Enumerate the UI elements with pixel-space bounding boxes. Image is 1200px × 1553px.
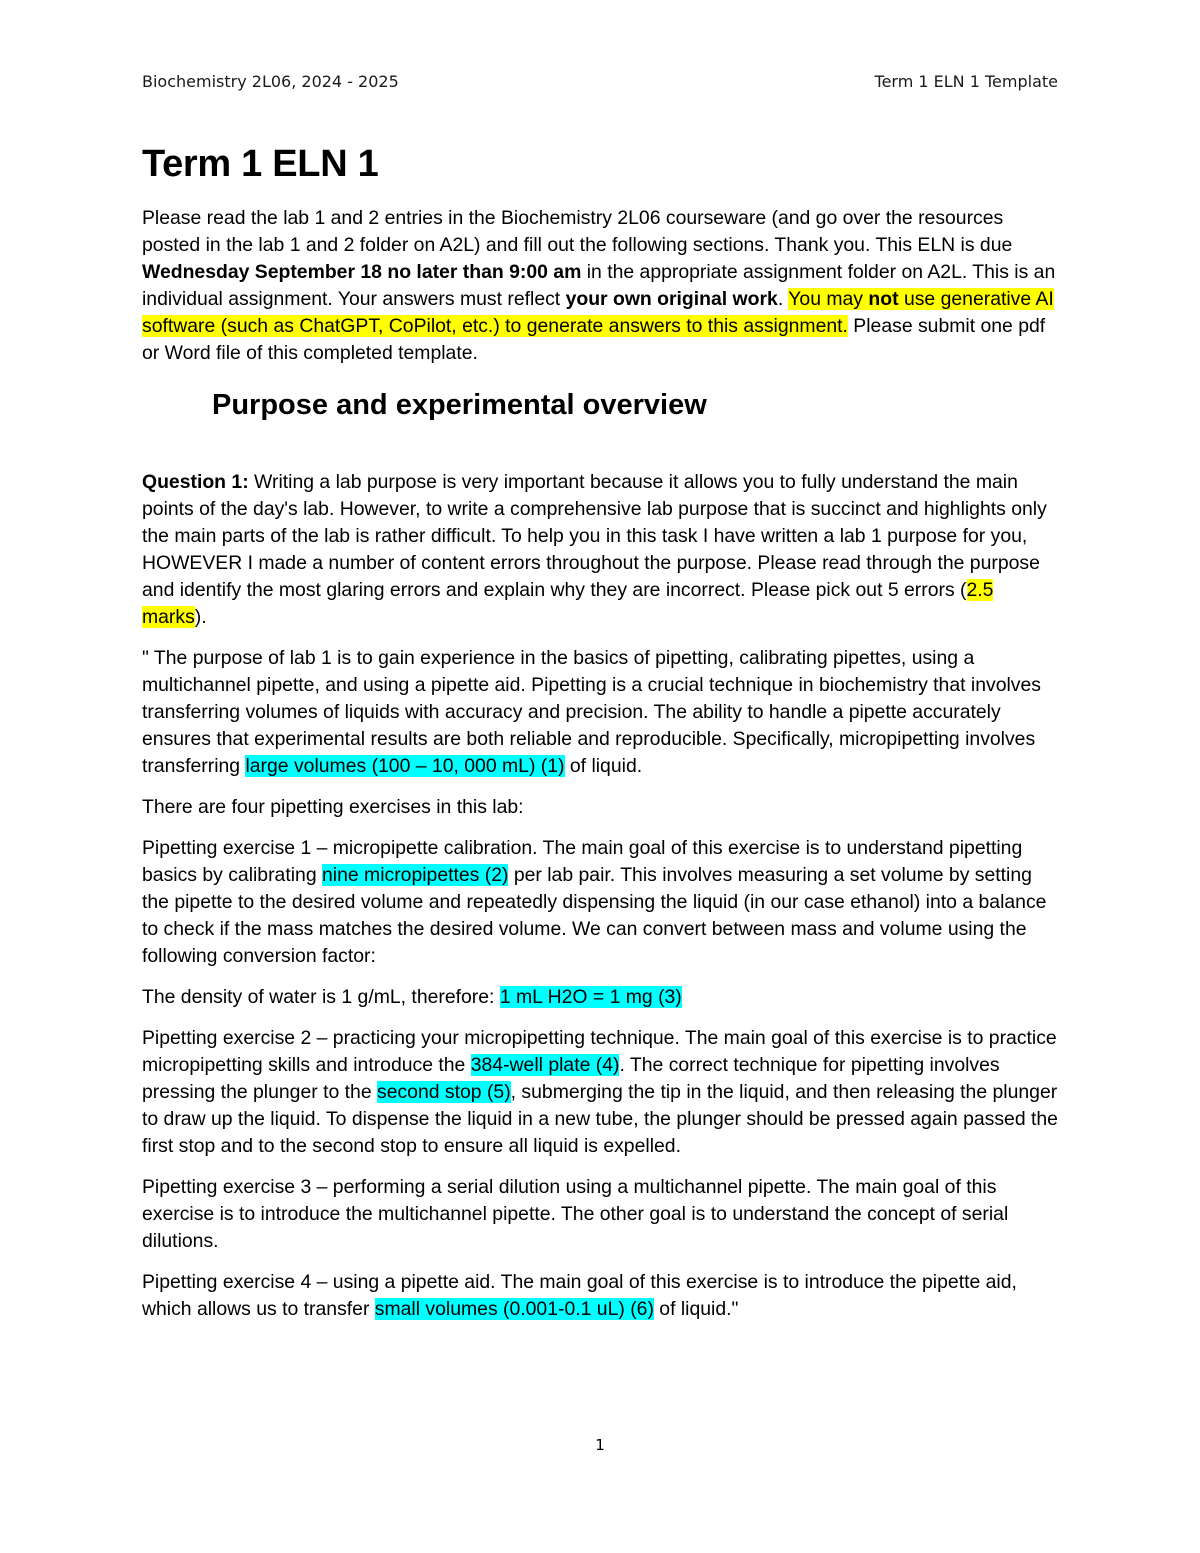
error-highlight-3: 1 mL H2O = 1 mg (3): [499, 986, 682, 1008]
exercise-text: Pipetting exercise 1 – micropipette calibration. The main goal of this exercise is to understand pipetting basics by calibrating: [142, 837, 1023, 886]
exercise-3: Pipetting exercise 3 – performing a serial dilution using a multichannel pipette. The main goal of this exercise is to introduce the multichannel pipette. The other goal is to understand the concept of serial dilutions.: [142, 1176, 1009, 1252]
intro-text: Please submit one pdf or Word file of this completed template.: [142, 315, 1046, 364]
error-highlight-5: second stop (5): [377, 1081, 511, 1103]
ai-policy-text: You may: [788, 288, 869, 310]
question-text-end: ).: [194, 606, 207, 628]
due-date: Wednesday September 18 no later than 9:00 am: [142, 261, 582, 283]
exercises-intro: There are four pipetting exercises in this lab:: [142, 796, 524, 818]
header-template-name: Term 1 ELN 1 Template: [874, 72, 1058, 91]
exercise-1: [142, 835, 1062, 970]
intro-text: .: [777, 288, 789, 310]
own-work-emphasis: your own original work: [565, 288, 778, 310]
intro-paragraph: [142, 205, 1062, 367]
question-label: Question 1:: [142, 471, 249, 493]
exercise-text: Pipetting exercise 2 – practicing your micropipetting technique. The main goal of this exercise is to practice micropipetting skills and introduce the: [142, 1027, 1057, 1076]
section-heading: Purpose and experimental overview: [212, 389, 707, 421]
exercise-2: [142, 1025, 1062, 1160]
purpose-text: of liquid.: [564, 755, 643, 777]
exercise-text: . The correct technique for pipetting involves pressing the plunger to the: [142, 1054, 1000, 1103]
density-text: The density of water is 1 g/mL, therefore:: [142, 986, 500, 1008]
question-1: [142, 469, 1062, 631]
intro-text: in the appropriate assignment folder on A2L. This is an individual assignment. Your answers must reflect: [142, 261, 1056, 310]
ai-policy-not: not: [868, 288, 899, 310]
ai-policy-text: use generative AI software (such as ChatGPT, CoPilot, etc.) to generate answers to this assignment.: [142, 288, 1054, 337]
exercise-text: Pipetting exercise 4 – using a pipette aid. The main goal of this exercise is to introduce the pipette aid, which allows us to transfer: [142, 1271, 1017, 1320]
marks-highlight: 2.5 marks: [142, 579, 994, 628]
error-highlight-2: nine micropipettes (2): [322, 864, 509, 886]
exercise-text: of liquid.": [653, 1298, 739, 1320]
error-highlight-1: large volumes (100 – 10, 000 mL) (1): [245, 755, 565, 777]
page-number: 1: [595, 1436, 605, 1454]
error-highlight-6: small volumes (0.001-0.1 uL) (6): [374, 1298, 654, 1320]
header-course: Biochemistry 2L06, 2024 - 2025: [142, 72, 399, 91]
document-body: [142, 140, 1062, 1323]
error-highlight-4: 384-well plate (4): [470, 1054, 620, 1076]
purpose-paragraph: [142, 645, 1062, 780]
document-title: Term 1 ELN 1: [142, 143, 379, 185]
exercise-text: per lab pair. This involves measuring a set volume by setting the pipette to the desired volume and repeatedly dispensing the liquid (in our case ethanol) into a balance to check if the mass matches the desired volume. We can convert between mass and volume using the following conversion factor:: [142, 864, 1047, 967]
exercise-4: [142, 1269, 1062, 1323]
intro-text: Please read the lab 1 and 2 entries in the Biochemistry 2L06 courseware (and go over the resources posted in the lab 1 and 2 folder on A2L) and fill out the following sections. Thank you. This ELN is due: [142, 207, 1013, 256]
running-header: [142, 72, 1058, 98]
purpose-text: " The purpose of lab 1 is to gain experience in the basics of pipetting, calibrating pipettes, using a multichannel pipette, and using a pipette aid. Pipetting is a crucial technique in biochemistry that involves transferring volumes of liquids with accuracy and precision. The ability to handle a pipette accurately ensures that experimental results are both reliable and reproducible. Specifically, micropipetting involves transferring: [142, 647, 1041, 777]
density-line: [142, 984, 1062, 1011]
exercise-text: , submerging the tip in the liquid, and then releasing the plunger to draw up the liquid. To dispense the liquid in a new tube, the plunger should be pressed again passed the first stop and to the second stop to ensure all liquid is expelled.: [142, 1081, 1058, 1157]
question-text: Writing a lab purpose is very important because it allows you to fully understand the main points of the day's lab. However, to write a comprehensive lab purpose that is succinct and highlights only the main parts of the lab is rather difficult. To help you in this task I have written a lab 1 purpose for you, HOWEVER I made a number of content errors throughout the purpose. Please read through the purpose and identify the most glaring errors and explain why they are incorrect. Please pick out 5 errors (: [142, 471, 1047, 601]
